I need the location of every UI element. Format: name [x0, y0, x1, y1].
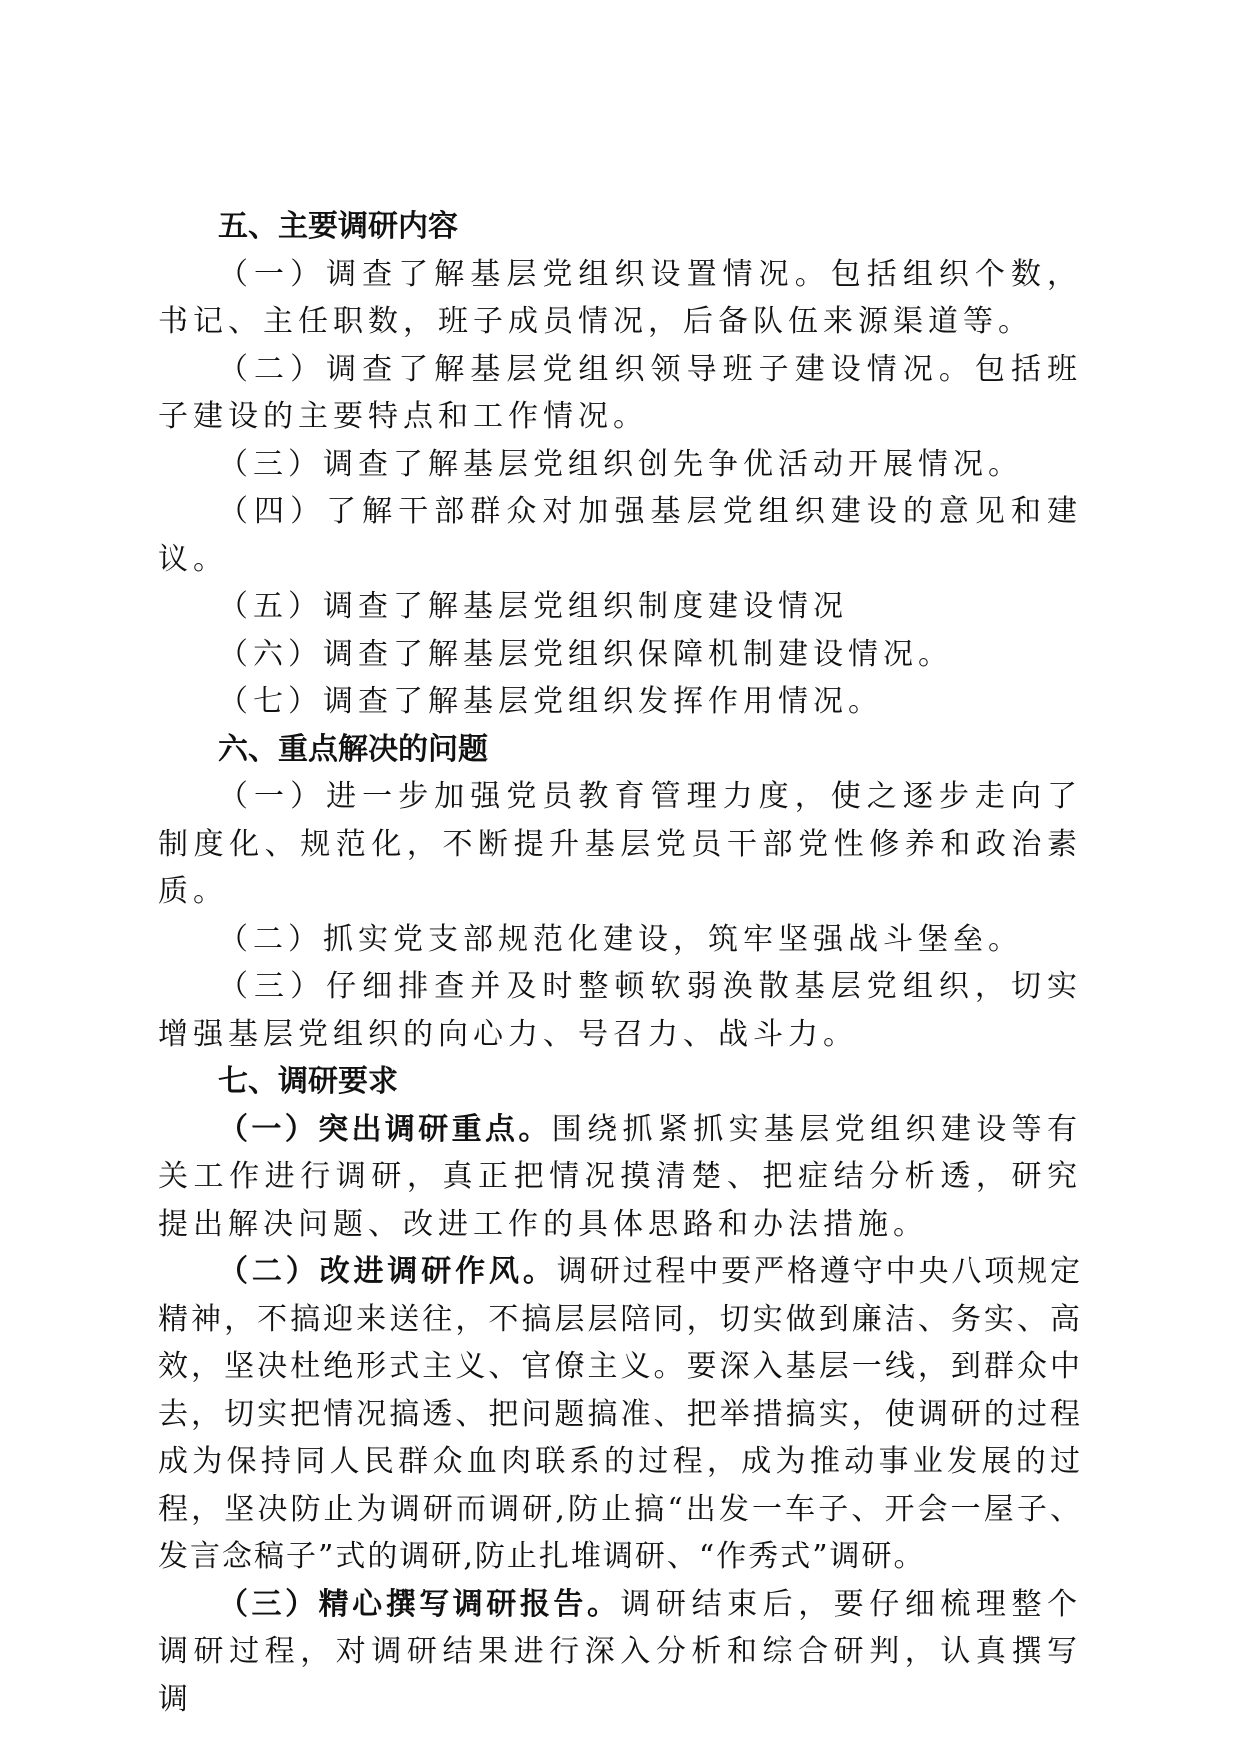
section-5-item-1: （一）调查了解基层党组织设置情况。包括组织个数，书记、主任职数，班子成员情况，后备队伍来源渠道等。 [158, 256, 1082, 339]
section-6-item-2: （二）抓实党支部规范化建设，筑牢坚强战斗堡垒。 [218, 921, 1023, 957]
section-5-item-4: （四）了解干部群众对加强基层党组织建设的意见和建议。 [158, 494, 1082, 577]
section-7-item-2-lead: （二）改进调研作风。 [218, 1254, 557, 1289]
section-5-heading: 五、主要调研内容 [218, 209, 458, 244]
document-body [158, 203, 1082, 1723]
section-7-item-1-text: 围绕抓紧抓实基层党组织建设等有关工作进行调研，真正把情况摸清楚、把症结分析透，研究提出解决问题、改进工作的具体思路和办法措施。 [158, 1111, 1082, 1242]
section-7-item-2 [158, 1248, 1082, 1581]
section-5-item-2: （二）调查了解基层党组织领导班子建设情况。包括班子建设的主要特点和工作情况。 [158, 351, 1082, 434]
section-6-item-1: （一）进一步加强党员教育管理力度，使之逐步走向了制度化、规范化，不断提升基层党员干部党性修养和政治素质。 [158, 779, 1082, 909]
section-7-heading: 七、调研要求 [218, 1064, 398, 1099]
section-5-item-3: （三）调查了解基层党组织创先争优活动开展情况。 [218, 446, 1023, 482]
section-6-heading: 六、重点解决的问题 [218, 731, 488, 767]
section-5-item-7: （七）调查了解基层党组织发挥作用情况。 [218, 684, 883, 719]
section-5-item-5: （五）调查了解基层党组织制度建设情况 [218, 589, 848, 624]
section-7-item-1-lead: （一）突出调研重点。 [218, 1111, 552, 1147]
section-7-item-3 [158, 1581, 1082, 1724]
section-6-item-3: （三）仔细排查并及时整顿软弱涣散基层党组织，切实增强基层党组织的向心力、号召力、战斗力。 [158, 969, 1082, 1052]
section-5-item-6: （六）调查了解基层党组织保障机制建设情况。 [218, 636, 953, 672]
section-7-item-2-text: 调研过程中要严格遵守中央八项规定精神，不搞迎来送往，不搞层层陪同，切实做到廉洁、务实、高效，坚决杜绝形式主义、官僚主义。要深入基层一线，到群众中去，切实把情况搞透、把问题搞准、把举措搞实，使调研的过程成为保持同人民群众血肉联系的过程，成为推动事业发展的过程，坚决防止为调研而调研,防止搞“出发一车子、开会一屋子、发言念稿子”式的调研,防止扎堆调研、“作秀式”调研。 [158, 1254, 1083, 1574]
section-7-item-1 [158, 1106, 1082, 1249]
section-7-item-3-lead: （三）精心撰写调研报告。 [218, 1586, 621, 1622]
section-7-item-3-text: 调研结束后，要仔细梳理整个调研过程，对调研结果进行深入分析和综合研判，认真撰写调 [158, 1586, 1082, 1717]
